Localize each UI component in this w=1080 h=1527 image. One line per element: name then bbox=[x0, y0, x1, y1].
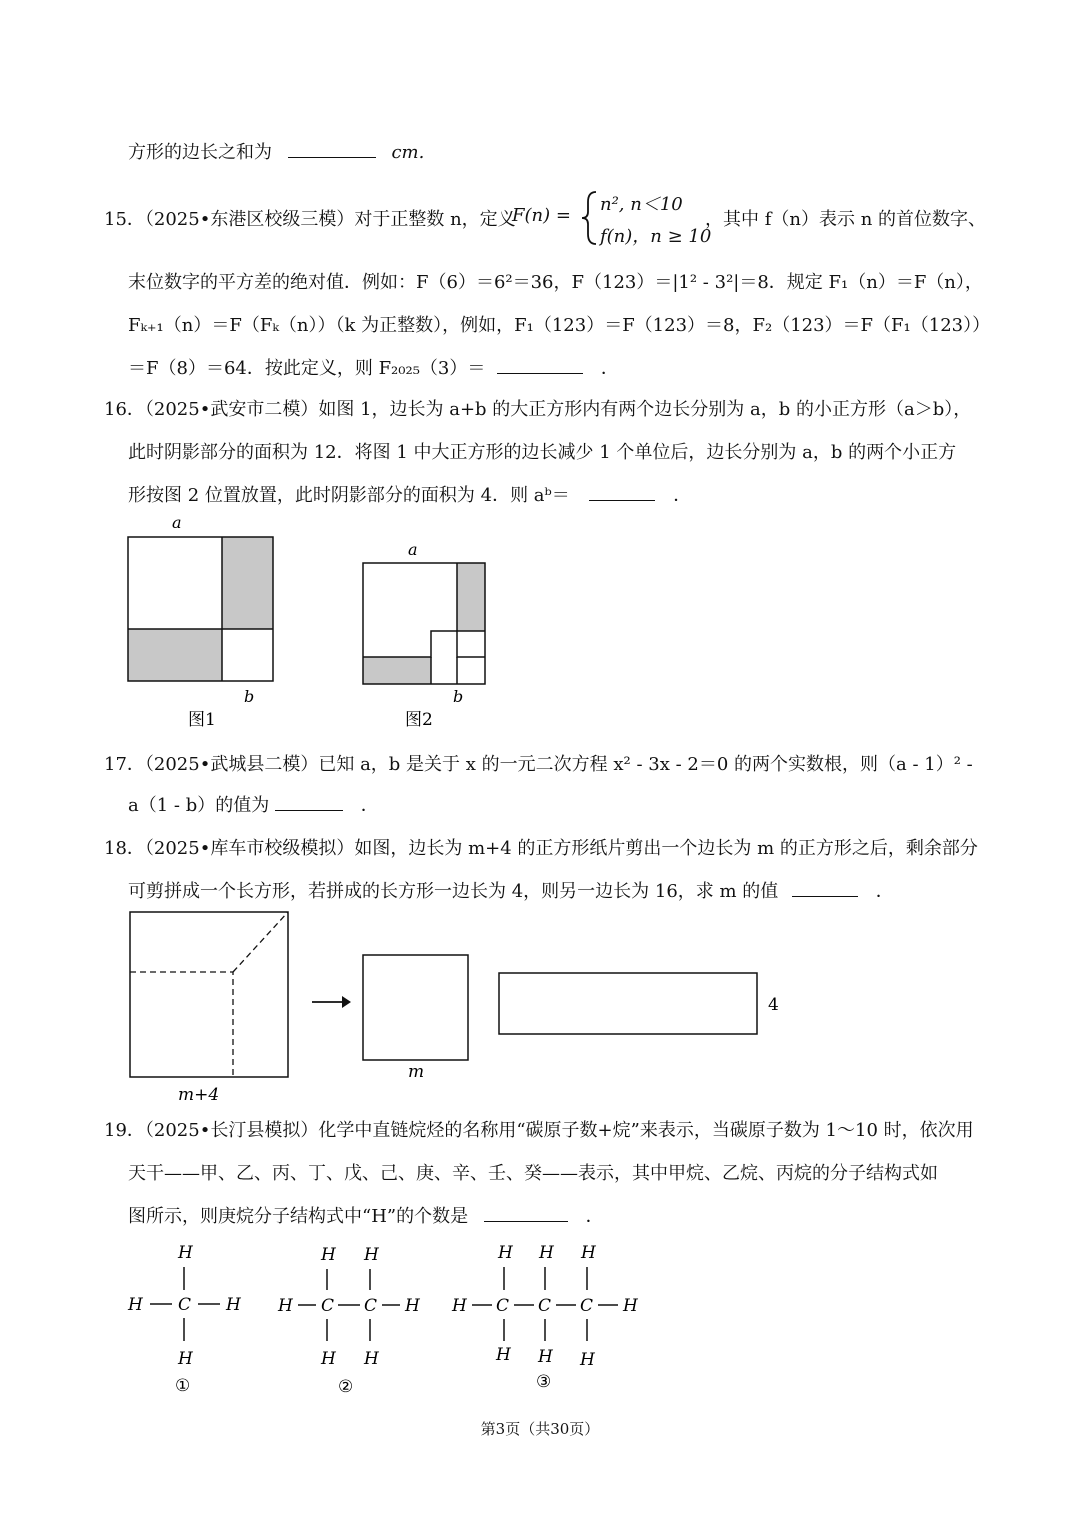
svg-text:H: H bbox=[226, 1295, 241, 1315]
q14-tail-text: 方形的边长之和为 bbox=[128, 142, 272, 163]
q18-line2 bbox=[128, 877, 894, 903]
q16-number: 16． bbox=[104, 399, 145, 420]
q15-case2: f(n)，n ≥ 10 bbox=[600, 226, 712, 247]
q16-line3 bbox=[128, 481, 691, 507]
svg-text:H: H bbox=[364, 1245, 379, 1265]
q15-line4-text: ＝F（8）＝64．按此定义，则 F₂₀₂₅（3）＝ bbox=[128, 358, 486, 379]
q17-line2 bbox=[128, 791, 379, 817]
mol-label-1: ① bbox=[175, 1376, 191, 1396]
q14-unit: cm. bbox=[391, 142, 425, 163]
q18-source: （2025•库车市校级模拟） bbox=[144, 838, 355, 859]
q18-answer-blank[interactable] bbox=[792, 882, 858, 897]
q15-brace bbox=[580, 190, 600, 246]
q18-label-big: m+4 bbox=[178, 1085, 220, 1105]
svg-text:H: H bbox=[178, 1243, 193, 1263]
q16-line2: 此时阴影部分的面积为 12．将图 1 中大正方形的边长减少 1 个单位后，边长分别为 a，b 的两个小正方 bbox=[128, 442, 957, 463]
q15-line4 bbox=[128, 354, 619, 380]
q15-case1: n², n＜10 bbox=[600, 194, 683, 215]
q14-tail-line bbox=[128, 138, 424, 164]
svg-text:H: H bbox=[539, 1243, 554, 1263]
q16-figure-1 bbox=[120, 510, 290, 730]
svg-text:C: C bbox=[496, 1296, 510, 1316]
q18-figure bbox=[120, 905, 800, 1105]
q19-line2: 天干——甲、乙、丙、丁、戊、己、庚、辛、壬、癸——表示，其中甲烷、乙烷、丙烷的分子结构式如 bbox=[128, 1163, 938, 1184]
svg-text:H: H bbox=[321, 1349, 336, 1369]
mol-label-3: ③ bbox=[536, 1372, 552, 1392]
q16-source: （2025•武安市二模） bbox=[144, 399, 319, 420]
q15-line2: 末位数字的平方差的绝对值．例如：F（6）＝6²＝36，F（123）＝|1² - 3²|＝8．规定 F₁（n）＝F（n）， bbox=[128, 272, 983, 293]
q15-answer-blank[interactable] bbox=[497, 359, 583, 374]
q17-line2-end: ． bbox=[360, 795, 379, 816]
svg-text:C: C bbox=[178, 1295, 192, 1315]
q16-line1-text: 如图 1，边长为 a+b 的大正方形内有两个边长分别为 a，b 的小正方形（a＞b）， bbox=[318, 399, 972, 420]
q14-answer-blank[interactable] bbox=[288, 143, 376, 158]
svg-text:H: H bbox=[321, 1245, 336, 1265]
svg-text:H: H bbox=[498, 1243, 513, 1263]
q19-answer-blank[interactable] bbox=[484, 1207, 568, 1222]
q19-line3-text: 图所示，则庚烷分子结构式中“H”的个数是 bbox=[128, 1206, 469, 1227]
q15-line4-end: ． bbox=[600, 358, 619, 379]
q19-number: 19． bbox=[104, 1120, 145, 1141]
svg-text:H: H bbox=[538, 1347, 553, 1367]
fig2-label-a: a bbox=[408, 540, 418, 559]
q17-line2-text: a（1 - b）的值为 bbox=[128, 795, 270, 816]
q17-answer-blank[interactable] bbox=[275, 796, 343, 811]
svg-text:C: C bbox=[538, 1296, 552, 1316]
q15-intro: 对于正整数 n，定义 bbox=[354, 209, 516, 230]
q19-source: （2025•长汀县模拟） bbox=[144, 1120, 319, 1141]
fig1-caption: 图1 bbox=[188, 710, 216, 730]
svg-text:H: H bbox=[128, 1295, 143, 1315]
svg-text:H: H bbox=[405, 1296, 420, 1316]
q17-number: 17． bbox=[104, 754, 145, 775]
q15-func-label: F(n) = bbox=[512, 205, 571, 226]
q19-molecules bbox=[120, 1235, 660, 1405]
q18-number: 18． bbox=[104, 838, 145, 859]
svg-text:H: H bbox=[581, 1243, 596, 1263]
q17-line1-text: 已知 a，b 是关于 x 的一元二次方程 x² - 3x - 2＝0 的两个实数根，则（a - 1）² - bbox=[318, 754, 973, 775]
svg-text:H: H bbox=[364, 1349, 379, 1369]
mol-label-2: ② bbox=[338, 1377, 354, 1397]
svg-text:H: H bbox=[623, 1296, 638, 1316]
q15-number: 15． bbox=[104, 209, 145, 230]
svg-text:H: H bbox=[452, 1296, 467, 1316]
svg-text:H: H bbox=[580, 1350, 595, 1370]
fig2-label-b: b bbox=[453, 687, 464, 706]
q16-line3-end: ． bbox=[673, 485, 692, 506]
fig1-label-b: b bbox=[244, 687, 255, 706]
q18-line2-text: 可剪拼成一个长方形，若拼成的长方形一边长为 4，则另一边长为 16，求 m 的值 bbox=[128, 881, 779, 902]
q18-label-rect: 4 bbox=[768, 995, 779, 1015]
q19-line1-text: 化学中直链烷烃的名称用“碳原子数+烷”来表示，当碳原子数为 1～10 时，依次用 bbox=[318, 1120, 974, 1141]
page-footer: 第3页（共30页） bbox=[480, 1420, 600, 1438]
q18-line1-text: 如图，边长为 m+4 的正方形纸片剪出一个边长为 m 的正方形之后，剩余部分 bbox=[354, 838, 978, 859]
q15-source: （2025•东港区校级三模） bbox=[144, 209, 355, 230]
q19-line1 bbox=[104, 1116, 974, 1142]
q18-line2-end: ． bbox=[875, 881, 894, 902]
molecule-1 bbox=[127, 1243, 242, 1396]
q19-line3-end: ． bbox=[585, 1206, 604, 1227]
svg-text:H: H bbox=[278, 1296, 293, 1316]
svg-text:C: C bbox=[321, 1296, 335, 1316]
svg-text:H: H bbox=[178, 1349, 193, 1369]
q17-source: （2025•武城县二模） bbox=[144, 754, 319, 775]
svg-text:C: C bbox=[580, 1296, 594, 1316]
svg-text:C: C bbox=[364, 1296, 378, 1316]
q16-figure-2 bbox=[355, 510, 505, 730]
fig2-caption: 图2 bbox=[405, 710, 433, 730]
q15-after-def: ，其中 f（n）表示 n 的首位数字、 bbox=[705, 209, 987, 230]
molecule-2 bbox=[277, 1245, 421, 1397]
q15-line1 bbox=[104, 205, 516, 231]
q17-line1 bbox=[104, 750, 973, 776]
q18-label-small: m bbox=[408, 1062, 425, 1082]
q15-line3: Fₖ₊₁（n）＝F（Fₖ（n））（k 为正整数），例如，F₁（123）＝F（123）＝8，F₂（123）＝F（F₁（123）） bbox=[128, 315, 991, 336]
q19-line3 bbox=[128, 1202, 604, 1228]
q16-line3-text: 形按图 2 位置放置，此时阴影部分的面积为 4．则 aᵇ＝ bbox=[128, 485, 570, 506]
q16-line1 bbox=[104, 395, 971, 421]
q16-answer-blank[interactable] bbox=[589, 486, 655, 501]
fig1-label-a: a bbox=[172, 513, 182, 532]
svg-text:H: H bbox=[496, 1345, 511, 1365]
molecule-3 bbox=[451, 1243, 639, 1392]
q18-line1 bbox=[104, 834, 978, 860]
